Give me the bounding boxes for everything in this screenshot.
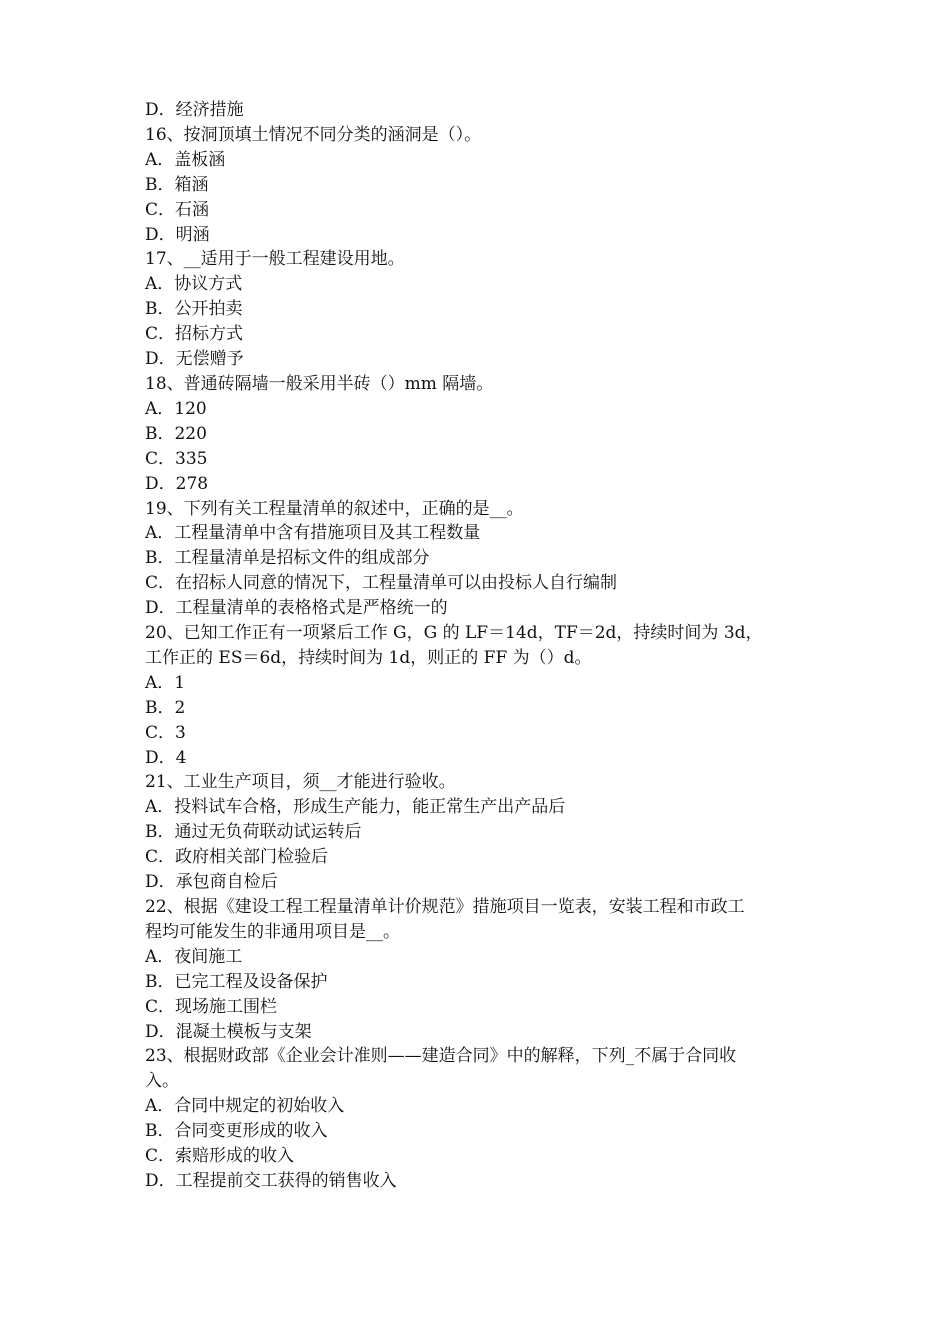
document-page bbox=[145, 98, 825, 1194]
option-line: A．1 bbox=[145, 672, 186, 693]
question-line: 20、已知工作正有一项紧后工作 G，G 的 LF＝14d，TF＝2d，持续时间为 3d， bbox=[145, 623, 763, 644]
question-line: 18、普通砖隔墙一般采用半砖（）mm 隔墙。 bbox=[145, 373, 494, 394]
option-line: D．4 bbox=[145, 747, 187, 768]
option-line: B．2 bbox=[145, 697, 186, 718]
option-line: A．工程量清单中含有措施项目及其工程数量 bbox=[145, 523, 481, 544]
option-line: B．已完工程及设备保护 bbox=[145, 971, 328, 992]
option-line: A．120 bbox=[145, 398, 207, 419]
option-line: D．承包商自检后 bbox=[145, 872, 278, 893]
option-line: C．3 bbox=[145, 722, 186, 743]
option-line: B．工程量清单是招标文件的组成部分 bbox=[145, 548, 430, 569]
option-line: B．箱涵 bbox=[145, 174, 209, 195]
option-line: D．工程提前交工获得的销售收入 bbox=[145, 1170, 397, 1191]
option-line: C．石涵 bbox=[145, 199, 210, 220]
question-line: 22、根据《建设工程工程量清单计价规范》措施项目一览表，安装工程和市政工 bbox=[145, 897, 745, 917]
option-line: D．工程量清单的表格格式是严格统一的 bbox=[145, 598, 448, 619]
option-line: A．投料试车合格，形成生产能力，能正常生产出产品后 bbox=[145, 797, 566, 818]
question-line: 16、按洞顶填土情况不同分类的涵洞是（）。 bbox=[145, 124, 482, 145]
option-line: B．合同变更形成的收入 bbox=[145, 1121, 328, 1142]
option-line: C．政府相关部门检验后 bbox=[145, 847, 329, 868]
option-line: B．220 bbox=[145, 423, 207, 444]
option-line: A．合同中规定的初始收入 bbox=[145, 1096, 345, 1117]
question-line: 23、根据财政部《企业会计准则——建造合同》中的解释，下列_不属于合同收 bbox=[145, 1046, 737, 1067]
option-line: D．混凝土模板与支架 bbox=[145, 1021, 312, 1042]
option-line: A．协议方式 bbox=[145, 274, 243, 295]
option-line: B．通过无负荷联动试运转后 bbox=[145, 822, 362, 843]
question-line: 21、工业生产项目，须__才能进行验收。 bbox=[145, 772, 456, 793]
option-line: D．明涵 bbox=[145, 224, 210, 245]
option-line: C．335 bbox=[145, 448, 208, 469]
question-line-continued: 工作正的 ES＝6d，持续时间为 1d，则正的 FF 为（）d。 bbox=[145, 647, 592, 668]
question-line: 19、下列有关工程量清单的叙述中，正确的是__。 bbox=[145, 498, 524, 519]
option-line: B．公开拍卖 bbox=[145, 299, 243, 320]
option-line: A．盖板涵 bbox=[145, 149, 226, 170]
question-line: 17、__适用于一般工程建设用地。 bbox=[145, 249, 405, 270]
option-line: D．278 bbox=[145, 473, 209, 494]
question-line-continued: 入。 bbox=[145, 1071, 179, 1092]
question-line-continued: 程均可能发生的非通用项目是__。 bbox=[145, 921, 400, 942]
option-line: C．索赔形成的收入 bbox=[145, 1146, 295, 1167]
option-line: C．招标方式 bbox=[145, 324, 244, 345]
option-line: D．经济措施 bbox=[145, 100, 244, 120]
option-line: C．在招标人同意的情况下，工程量清单可以由投标人自行编制 bbox=[145, 573, 618, 594]
option-line: D．无偿赠予 bbox=[145, 349, 244, 370]
option-line: A．夜间施工 bbox=[145, 946, 243, 967]
option-line: C．现场施工围栏 bbox=[145, 996, 278, 1017]
